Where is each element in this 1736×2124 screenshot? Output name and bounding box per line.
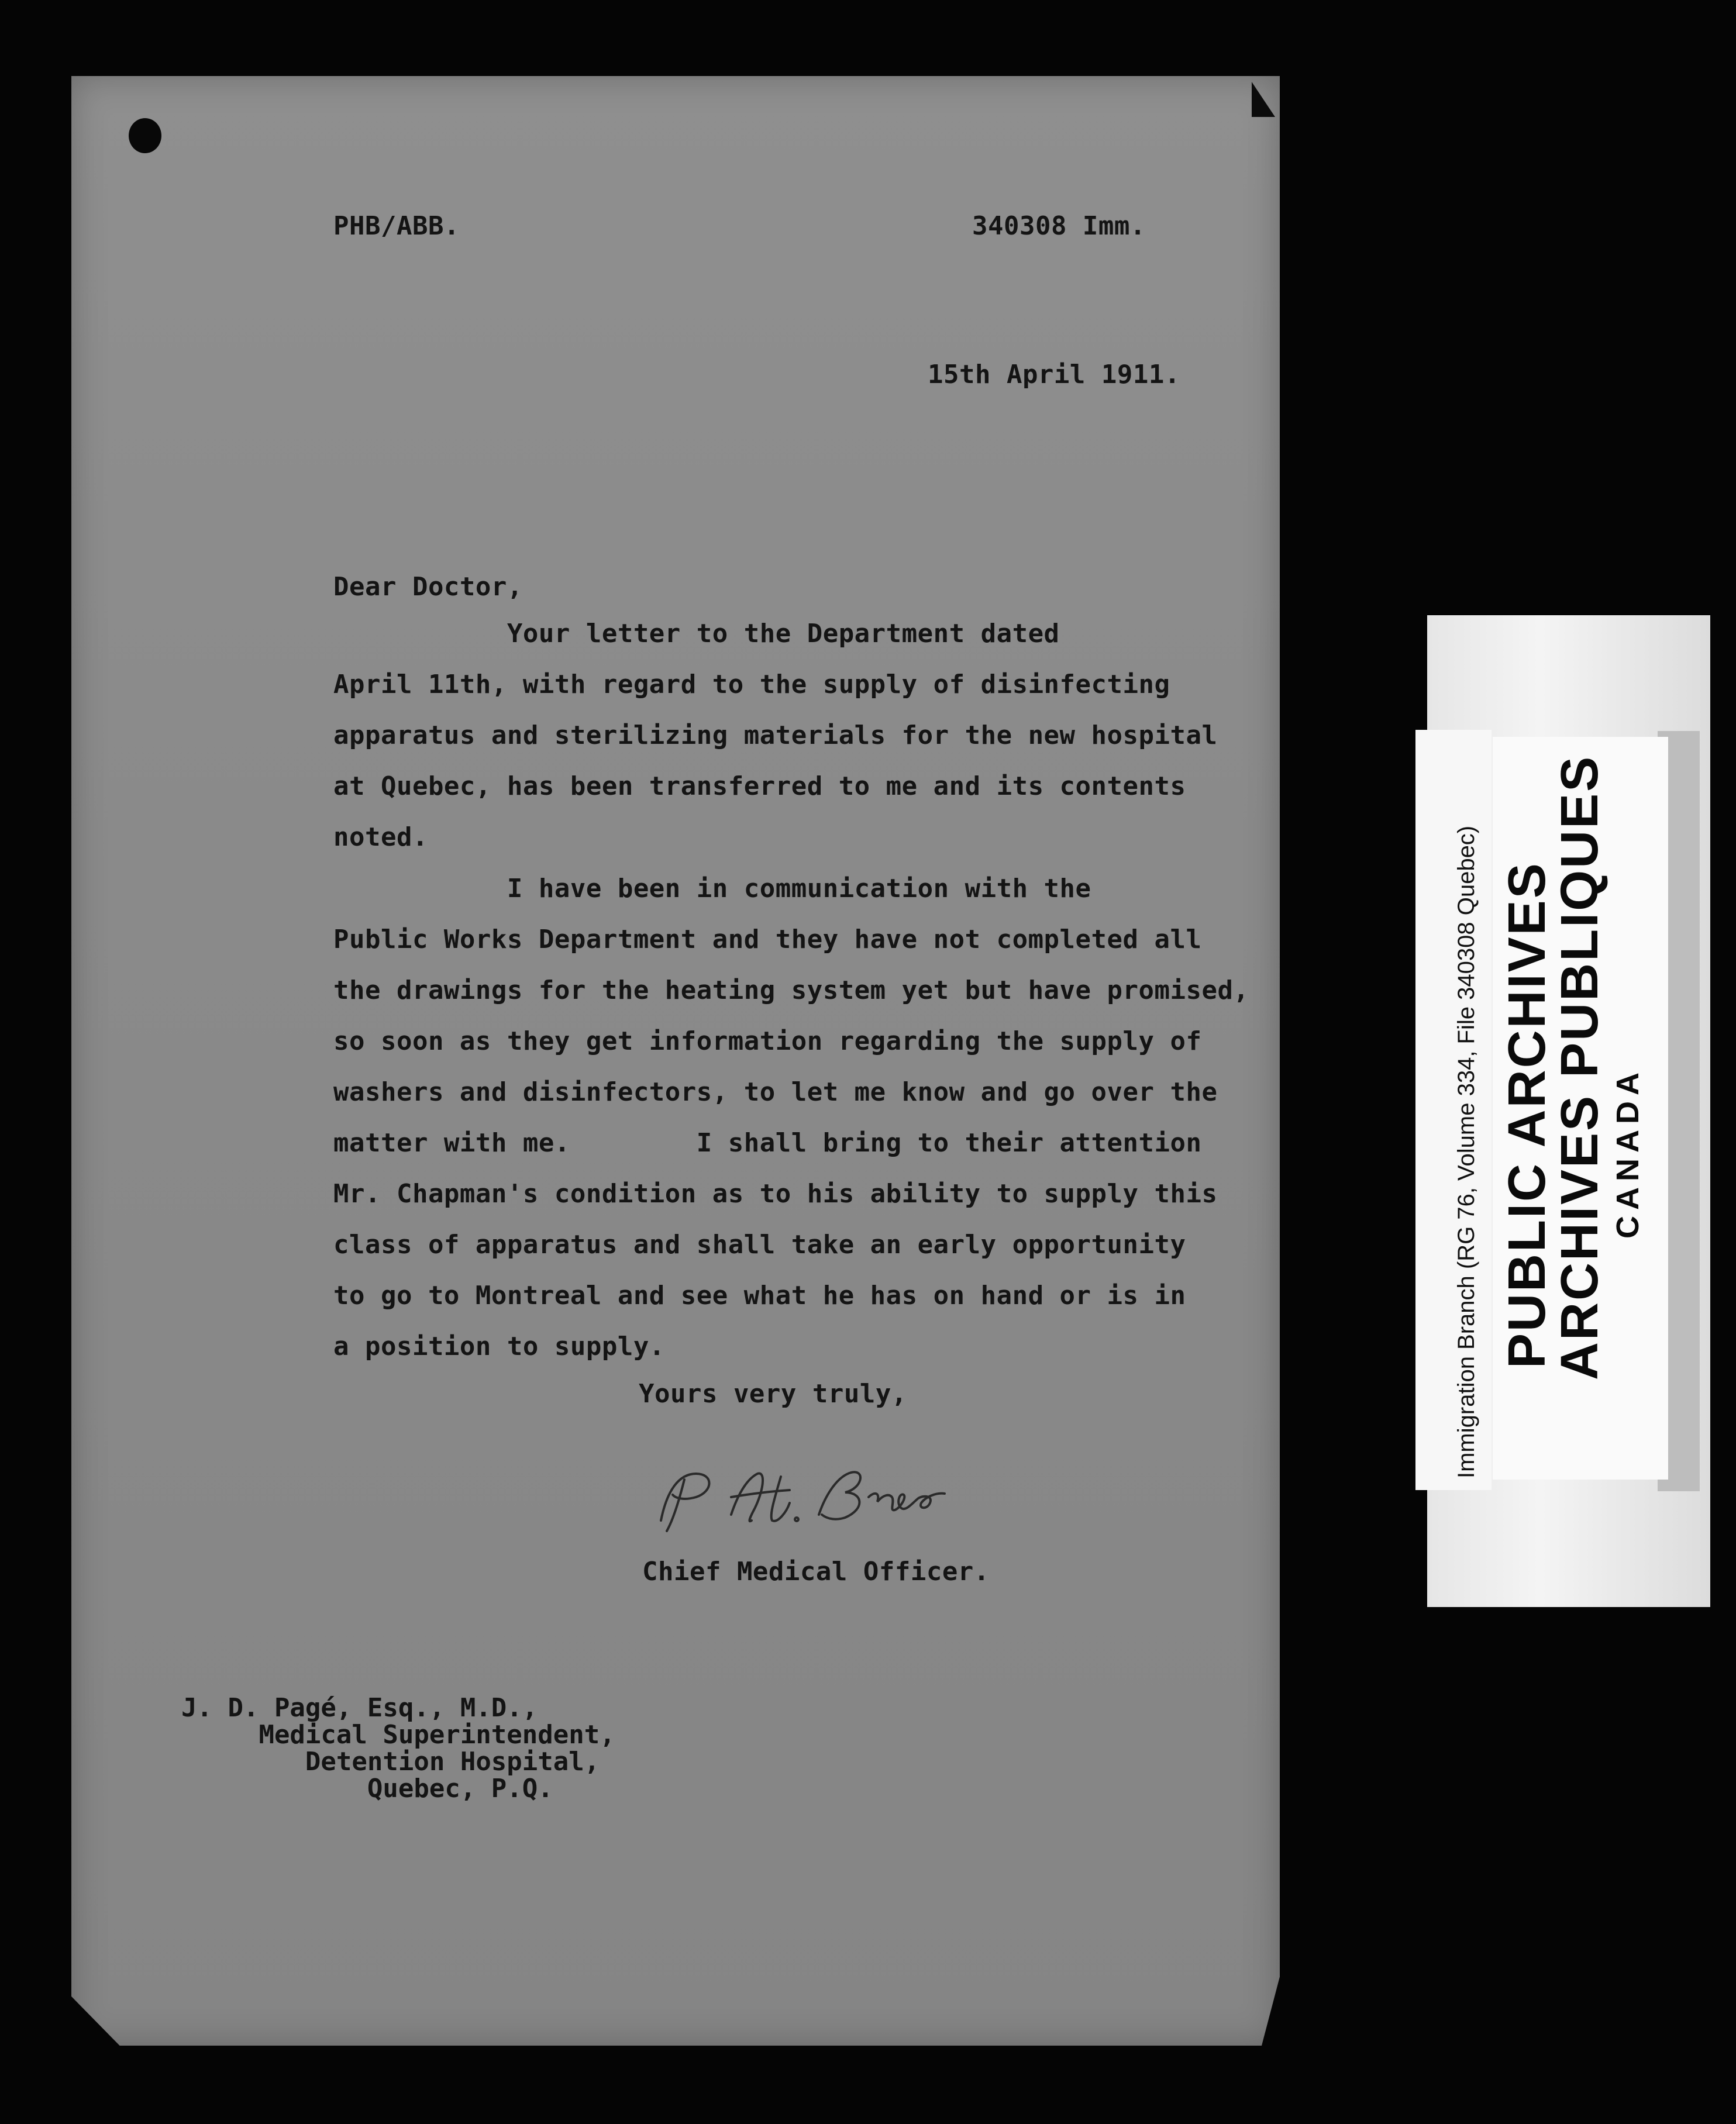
closing: Yours very truly,	[639, 1379, 907, 1409]
address-line-1: J. D. Pagé, Esq., M.D.,	[181, 1693, 538, 1723]
address-line-2: Medical Superintendent,	[181, 1720, 615, 1750]
address-line-4: Quebec, P.Q.	[181, 1774, 553, 1804]
address-line-3: Detention Hospital,	[181, 1747, 600, 1777]
reference-initials: PHB/ABB.	[333, 211, 460, 241]
handwritten-signature	[643, 1456, 971, 1538]
letter-date: 15th April 1911.	[928, 360, 1180, 389]
stamp-line-country: CANADA	[1610, 1067, 1645, 1239]
file-reference-number: 340308 Imm.	[972, 211, 1146, 241]
punch-hole	[129, 118, 161, 153]
archive-file-reference: Immigration Branch (RG 76, Volume 334, File 340308 Quebec)	[1453, 825, 1479, 1478]
signer-title: Chief Medical Officer.	[642, 1557, 990, 1587]
body-paragraph-2: I have been in communication with the Public Works Department and they have not completed all the drawings for the heating system yet but have promised, so soon as they get information regarding the supply of washers and disinfectors, to let me know and go over the matter with me. I shall bring to their attention Mr. Chapman's condition as to his ability to supply this class of apparatus and shall take an early opportunity to go to Montreal and see what he has on hand or is in a position to supply.	[333, 874, 1249, 1361]
stamp-line-french: ARCHIVES PUBLIQUES	[1551, 754, 1609, 1380]
stamp-line-english: PUBLIC ARCHIVES	[1498, 861, 1556, 1368]
salutation: Dear Doctor,	[333, 572, 523, 602]
body-paragraph-1: Your letter to the Department dated April 11th, with regard to the supply of disinfecting apparatus and sterilizing materials for the new hospital at Quebec, has been transferred to me and its contents noted.	[333, 619, 1218, 852]
